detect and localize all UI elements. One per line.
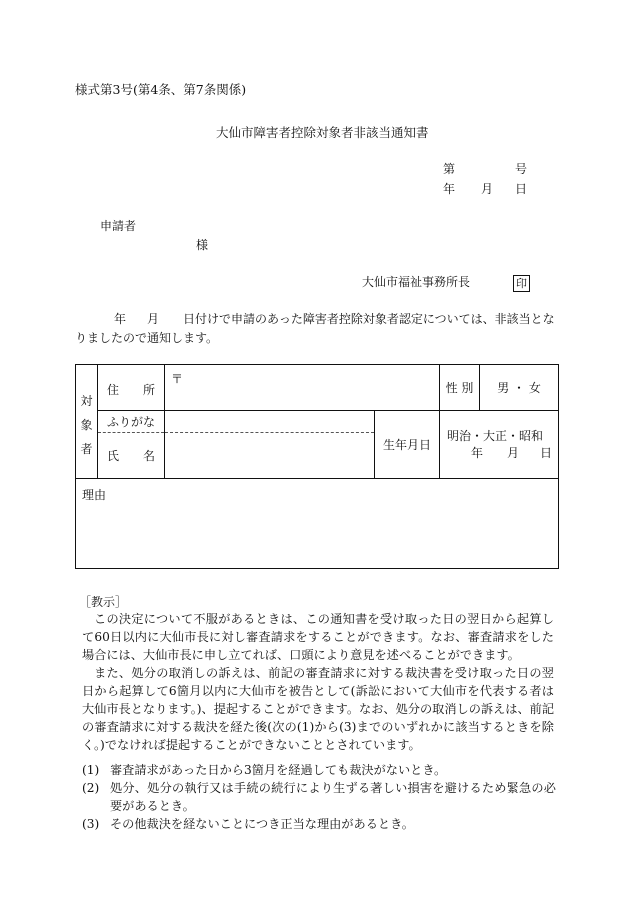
- list-item-text: その他裁決を経ないことにつき正当な理由があるとき。: [110, 817, 414, 831]
- ref-go: 号: [515, 162, 528, 176]
- seal-char: 印: [513, 275, 530, 292]
- intro-text-line2: りましたので通知します。: [75, 331, 219, 345]
- reason-field[interactable]: [76, 479, 559, 569]
- date-nen: 年: [443, 182, 456, 196]
- furigana-label: ふりがな: [98, 411, 165, 433]
- list-item: [80, 815, 556, 833]
- form-number: 様式第3号(第4条、第7条関係): [75, 82, 247, 97]
- gender-label: 性 別: [440, 365, 480, 411]
- furigana-field[interactable]: [165, 411, 375, 433]
- name-field[interactable]: [165, 433, 375, 479]
- issuer-name: 大仙市福祉事務所長: [362, 275, 471, 289]
- birth-hi: 日: [540, 446, 553, 460]
- list-item-number: (3): [82, 817, 100, 831]
- list-item: [80, 761, 556, 779]
- ref-dai: 第: [443, 162, 456, 176]
- postal-mark: 〒: [171, 372, 184, 386]
- list-item-text: 審査請求があった日から3箇月を経過しても裁決がないとき。: [110, 763, 447, 777]
- intro-text-line1: 日付けで申請のあった障害者控除対象者認定については、非該当とな: [183, 312, 555, 326]
- list-item-number: (1): [82, 763, 100, 777]
- birth-label: 生年月日: [375, 411, 440, 479]
- list-item-number: (2): [82, 781, 100, 795]
- document-title: 大仙市障害者控除対象者非該当通知書: [216, 125, 429, 140]
- subject-char-1: 対: [80, 393, 93, 408]
- notice-paragraph-1: [82, 610, 554, 664]
- notice-paragraph-2-text: また、処分の取消しの訴えは、前記の審査請求に対する裁決書を受け取った日の翌日から起算して6箇月以内に大仙市を被告として(訴訟において大仙市を代表する者は大仙市長となります。)、提起することができます。なお、処分の取消しの訴えは、前記の審査請求に対する裁決を経た後(次の(1)から(3)までのいずれかに該当するときを除く。)でなければ提起することができないこととされています。: [82, 666, 555, 752]
- date-tsuki: 月: [481, 182, 494, 196]
- seal-mark: [513, 272, 530, 292]
- birth-tsuki: 月: [507, 446, 520, 460]
- notice-list: [80, 761, 556, 833]
- address-field[interactable]: [165, 365, 440, 411]
- intro-tsuki: 月: [147, 312, 160, 326]
- reason-label: 理由: [82, 488, 107, 502]
- notice-paragraph-1-text: この決定について不服があるときは、この通知書を受け取った日の翌日から起算して60日以内に大仙市長に対し審査請求をすることができます。なお、審査請求をした場合には、大仙市長に申し立てれば、口頭により意見を述べることができます。: [82, 612, 554, 662]
- name-label: 氏 名: [98, 433, 165, 479]
- intro-nen: 年: [114, 312, 127, 326]
- applicant-label: 申請者: [100, 219, 137, 233]
- subject-char-2: 象: [80, 417, 93, 432]
- list-item-text: 処分、処分の執行又は手続の続行により生ずる著しい損害を避けるため緊急の必要があるとき。: [110, 781, 556, 813]
- subject-char-3: 者: [80, 441, 93, 456]
- era-options: 明治・大正・昭和: [447, 429, 544, 443]
- address-label: 住 所: [98, 365, 165, 411]
- list-item: [80, 779, 556, 815]
- notice-paragraph-2: [82, 664, 554, 754]
- subject-group-label: [76, 365, 98, 479]
- notice-heading: ［教示］: [79, 595, 128, 609]
- birth-field[interactable]: [440, 411, 559, 479]
- sama-label: 様: [196, 238, 209, 252]
- birth-nen: 年: [471, 446, 484, 460]
- subject-table: [75, 364, 559, 569]
- date-hi: 日: [515, 182, 528, 196]
- gender-options[interactable]: 男 ・ 女: [480, 365, 559, 411]
